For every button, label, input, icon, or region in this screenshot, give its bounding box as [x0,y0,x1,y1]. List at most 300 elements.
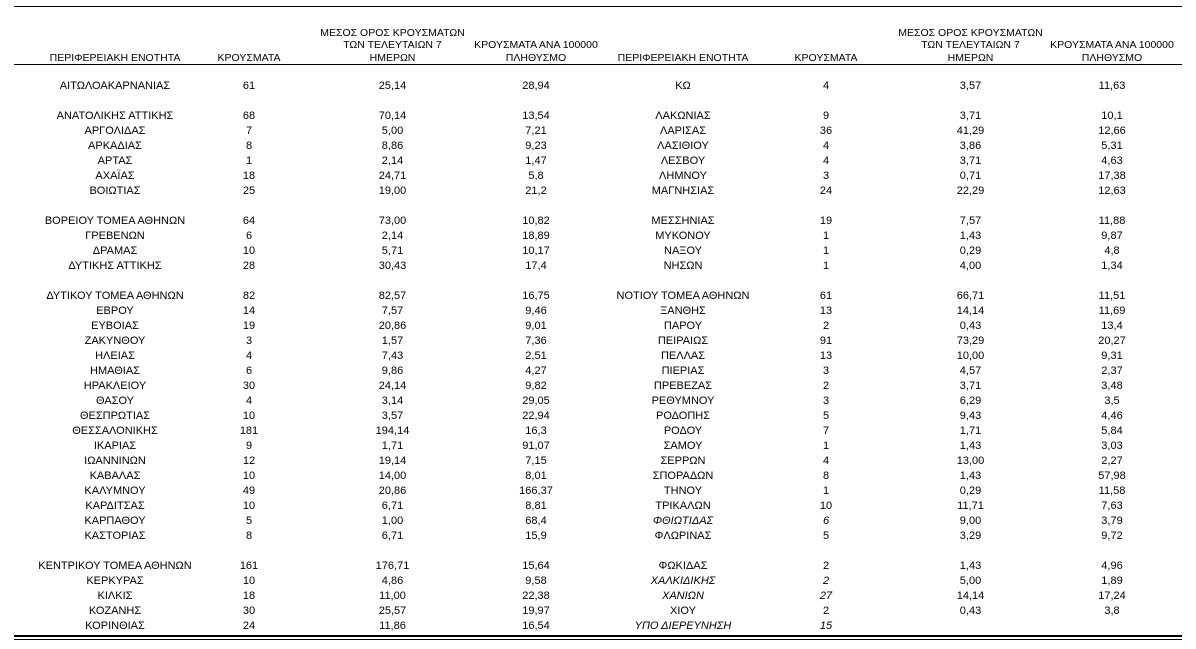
right-cases-cell: 91 [819,335,833,347]
right-region-cell: ΛΕΣΒΟΥ [660,155,706,167]
right-region-cell: ΡΟΔΟΥ [663,425,703,437]
left-region-cell: ΔΥΤΙΚΗΣ ΑΤΤΙΚΗΣ [68,260,162,272]
table-row [0,184,1196,199]
right-per100k-cell: 3,8 [1104,605,1120,617]
right-per100k-cell: 11,63 [1098,80,1126,92]
header-right-cases: ΚΡΟΥΣΜΑΤΑ [794,51,858,64]
right-region-cell: ΤΡΙΚΑΛΩΝ [655,500,711,512]
right-cases-cell: 1 [822,260,830,272]
right-avg7-cell: 0,43 [959,320,982,332]
left-per100k-cell: 22,94 [522,410,550,422]
left-avg7-cell: 3,57 [381,410,404,422]
left-cases-cell: 10 [242,410,256,422]
left-avg7-cell: 11,86 [379,620,406,632]
left-per100k-cell: 9,23 [525,140,547,152]
right-region-cell: ΣΠΟΡΑΔΩΝ [652,470,714,482]
right-avg7-cell: 3,71 [959,110,982,122]
right-region-cell: ΜΥΚΟΝΟΥ [655,230,711,242]
right-avg7-cell: 3,29 [959,530,982,542]
table-row [0,559,1196,574]
left-cases-cell: 4 [245,395,253,407]
left-avg7-cell: 1,57 [381,335,404,347]
right-cases-cell: 2 [822,575,830,587]
left-per100k-cell: 9,58 [525,575,547,587]
right-cases-cell: 24 [819,185,833,197]
table-row [0,139,1196,154]
right-region-cell: ΛΑΣΙΘΙΟΥ [657,140,709,152]
right-region-cell: ΦΩΚΙΔΑΣ [658,560,708,572]
left-avg7-cell: 5,00 [381,125,404,137]
right-per100k-cell: 5,31 [1101,140,1123,152]
left-avg7-cell: 82,57 [378,290,407,302]
left-per100k-cell: 7,21 [525,125,547,137]
left-region-cell: ΚΑΡΠΑΘΟΥ [84,515,146,527]
right-cases-cell: 1 [822,245,830,257]
right-avg7-cell: 14,14 [956,305,985,317]
table-row [0,364,1196,379]
right-per100k-cell: 11,69 [1098,305,1126,317]
right-region-cell: ΠΙΕΡΙΑΣ [661,365,705,377]
right-cases-cell: 1 [822,230,830,242]
right-avg7-cell: 3,86 [959,140,982,152]
left-avg7-cell: 7,43 [381,350,404,362]
left-per100k-cell: 91,07 [522,440,550,452]
table-row [0,169,1196,184]
right-per100k-cell: 3,03 [1101,440,1123,452]
left-per100k-cell: 9,01 [525,320,547,332]
right-cases-cell: 6 [822,515,830,527]
right-cases-cell: 4 [822,140,830,152]
left-cases-cell: 181 [239,425,259,437]
left-cases-cell: 12 [242,455,256,467]
left-per100k-cell: 8,81 [525,500,547,512]
right-cases-cell: 5 [822,530,830,542]
left-avg7-cell: 6,71 [381,500,404,512]
table-row [0,454,1196,469]
table-row [0,154,1196,169]
left-per100k-cell: 1,47 [525,155,547,167]
right-region-cell: ΧΑΛΚΙΔΙΚΗΣ [650,575,716,587]
right-cases-cell: 5 [822,410,830,422]
right-per100k-cell: 2,27 [1101,455,1123,467]
left-cases-cell: 161 [239,560,259,572]
left-cases-cell: 82 [242,290,256,302]
right-per100k-cell: 13,4 [1101,320,1123,332]
right-cases-cell: 2 [822,320,830,332]
right-cases-cell: 36 [819,125,833,137]
left-per100k-cell: 29,05 [522,395,550,407]
left-cases-cell: 30 [242,380,256,392]
left-per100k-cell: 9,46 [525,305,547,317]
right-per100k-cell: 57,98 [1098,470,1126,482]
header-right-avg7: ΜΕΣΟΣ ΟΡΟΣ ΚΡΟΥΣΜΑΤΩΝ ΤΩΝ ΤΕΛΕΥΤΑΙΩΝ 7 ΗΜΕΡΩΝ [898,26,1043,64]
table-row [0,574,1196,589]
right-avg7-cell: 3,57 [959,80,982,92]
right-cases-cell: 4 [822,155,830,167]
header-left-avg7: ΜΕΣΟΣ ΟΡΟΣ ΚΡΟΥΣΜΑΤΩΝ ΤΩΝ ΤΕΛΕΥΤΑΙΩΝ 7 ΗΜΕΡΩΝ [320,26,465,64]
left-per100k-cell: 17,4 [525,260,547,272]
left-cases-cell: 3 [245,335,253,347]
left-avg7-cell: 3,14 [381,395,404,407]
table-row [0,499,1196,514]
right-avg7-cell: 1,71 [959,425,982,437]
right-cases-cell: 19 [819,215,833,227]
right-cases-cell: 7 [822,425,830,437]
right-region-cell: ΜΕΣΣΗΝΙΑΣ [651,215,715,227]
left-per100k-cell: 28,94 [522,80,550,92]
right-region-cell: ΠΕΙΡΑΙΩΣ [657,335,709,347]
left-region-cell: ΚΙΛΚΙΣ [97,590,133,602]
right-avg7-cell: 0,29 [959,245,982,257]
left-region-cell: ΔΥΤΙΚΟΥ ΤΟΜΕΑ ΑΘΗΝΩΝ [46,290,184,302]
left-cases-cell: 25 [242,185,256,197]
right-cases-cell: 13 [819,350,833,362]
table-row [0,589,1196,604]
left-region-cell: ΕΥΒΟΙΑΣ [91,320,139,332]
right-avg7-cell: 41,29 [956,125,985,137]
left-per100k-cell: 16,75 [522,290,550,302]
left-region-cell: ΘΑΣΟΥ [95,395,135,407]
right-cases-cell: 3 [822,170,830,182]
right-cases-cell: 27 [819,590,833,602]
left-region-cell: ΚΕΝΤΡΙΚΟΥ ΤΟΜΕΑ ΑΘΗΝΩΝ [38,560,192,572]
left-avg7-cell: 24,14 [378,380,407,392]
table-rule-top [14,6,1182,7]
table-row [0,394,1196,409]
left-avg7-cell: 25,14 [378,80,407,92]
left-avg7-cell: 2,14 [381,155,404,167]
right-per100k-cell: 17,38 [1098,170,1126,182]
left-avg7-cell: 14,00 [378,470,407,482]
left-per100k-cell: 13,54 [522,110,550,122]
right-avg7-cell: 73,29 [956,335,985,347]
right-avg7-cell: 6,29 [959,395,982,407]
left-cases-cell: 49 [242,485,256,497]
table-row [0,319,1196,334]
left-region-cell: ΔΡΑΜΑΣ [92,245,138,257]
table-row [0,484,1196,499]
right-per100k-cell: 11,51 [1098,290,1126,302]
right-cases-cell: 3 [822,365,830,377]
left-per100k-cell: 68,4 [525,515,547,527]
right-avg7-cell: 66,71 [956,290,985,302]
table-row [0,424,1196,439]
right-region-cell: ΛΑΡΙΣΑΣ [659,125,706,137]
right-cases-cell: 61 [819,290,833,302]
right-region-cell: ΧΙΟΥ [670,605,696,617]
right-cases-cell: 10 [819,500,833,512]
right-region-cell: ΧΑΝΙΩΝ [662,590,704,602]
right-per100k-cell: 4,46 [1101,410,1123,422]
right-avg7-cell: 3,71 [959,380,982,392]
right-avg7-cell: 11,71 [957,500,984,512]
right-per100k-cell: 9,31 [1101,350,1123,362]
left-region-cell: ΘΕΣΣΑΛΟΝΙΚΗΣ [72,425,158,437]
table-row [0,529,1196,544]
left-region-cell: ΑΙΤΩΛΟΑΚΑΡΝΑΝΙΑΣ [59,80,171,92]
table-row [0,514,1196,529]
right-per100k-cell: 12,66 [1098,125,1126,137]
right-avg7-cell: 0,29 [959,485,982,497]
left-region-cell: ΑΡΤΑΣ [97,155,133,167]
right-cases-cell: 3 [822,395,830,407]
left-per100k-cell: 2,51 [525,350,547,362]
right-region-cell: ΤΗΝΟΥ [663,485,703,497]
right-per100k-cell: 9,87 [1101,230,1123,242]
right-cases-cell: 2 [822,380,830,392]
left-cases-cell: 64 [242,215,256,227]
left-cases-cell: 10 [242,245,256,257]
right-region-cell: ΛΑΚΩΝΙΑΣ [655,110,711,122]
table-row [0,214,1196,229]
left-cases-cell: 10 [242,575,256,587]
left-per100k-cell: 9,82 [525,380,547,392]
right-avg7-cell: 10,00 [956,350,985,362]
table-row [0,379,1196,394]
left-avg7-cell: 176,71 [375,560,410,572]
right-avg7-cell: 7,57 [959,215,982,227]
left-cases-cell: 7 [245,125,253,137]
left-avg7-cell: 70,14 [378,110,407,122]
right-cases-cell: 13 [819,305,833,317]
right-region-cell: ΠΑΡΟΥ [663,320,703,332]
left-avg7-cell: 8,86 [381,140,404,152]
left-per100k-cell: 7,15 [525,455,547,467]
right-per100k-cell: 4,96 [1101,560,1123,572]
right-per100k-cell: 10,1 [1101,110,1123,122]
left-region-cell: ΚΟΖΑΝΗΣ [88,605,142,617]
right-per100k-cell: 11,58 [1098,485,1126,497]
left-region-cell: ΑΝΑΤΟΛΙΚΗΣ ΑΤΤΙΚΗΣ [56,110,174,122]
right-per100k-cell: 7,63 [1101,500,1123,512]
left-cases-cell: 6 [245,230,253,242]
left-cases-cell: 18 [242,170,256,182]
right-cases-cell: 15 [819,620,833,632]
left-region-cell: ΑΡΓΟΛΙΔΑΣ [84,125,146,137]
left-avg7-cell: 2,14 [381,230,404,242]
right-cases-cell: 2 [822,605,830,617]
right-avg7-cell: 5,00 [959,575,982,587]
right-avg7-cell: 4,00 [959,260,982,272]
left-avg7-cell: 30,43 [378,260,407,272]
table-rule-header [14,64,1182,65]
left-region-cell: ΓΡΕΒΕΝΩΝ [85,230,145,242]
left-avg7-cell: 25,57 [378,605,407,617]
right-region-cell: ΝΑΞΟΥ [664,245,702,257]
right-per100k-cell: 11,88 [1098,215,1126,227]
table-row [0,289,1196,304]
left-avg7-cell: 6,71 [381,530,404,542]
table-row [0,244,1196,259]
right-per100k-cell: 1,34 [1101,260,1123,272]
right-avg7-cell: 4,57 [959,365,982,377]
table-row [0,304,1196,319]
left-region-cell: ΘΕΣΠΡΩΤΙΑΣ [79,410,151,422]
right-avg7-cell: 1,43 [959,230,982,242]
left-cases-cell: 28 [242,260,256,272]
table-row [0,349,1196,364]
right-per100k-cell: 3,5 [1104,395,1120,407]
left-avg7-cell: 19,00 [378,185,407,197]
left-per100k-cell: 4,27 [525,365,547,377]
right-cases-cell: 2 [822,560,830,572]
right-avg7-cell: 22,29 [956,185,985,197]
table-row [0,109,1196,124]
right-per100k-cell: 20,27 [1098,335,1126,347]
left-per100k-cell: 18,89 [522,230,550,242]
right-per100k-cell: 12,63 [1098,185,1126,197]
right-region-cell: ΦΛΩΡΙΝΑΣ [654,530,712,542]
left-region-cell: ΚΑΒΑΛΑΣ [89,470,141,482]
right-region-cell: ΠΡΕΒΕΖΑΣ [653,380,713,392]
left-cases-cell: 68 [242,110,256,122]
header-left-per100k: ΚΡΟΥΣΜΑΤΑ ΑΝΑ 100000 ΠΛΗΘΥΣΜΟ [474,39,598,64]
left-cases-cell: 10 [242,470,256,482]
left-cases-cell: 8 [245,530,253,542]
table-row [0,409,1196,424]
left-region-cell: ΙΚΑΡΙΑΣ [93,440,137,452]
left-avg7-cell: 7,57 [381,305,404,317]
left-region-cell: ΗΡΑΚΛΕΙΟΥ [83,380,147,392]
left-per100k-cell: 8,01 [525,470,547,482]
left-per100k-cell: 10,82 [522,215,550,227]
right-region-cell: ΠΕΛΛΑΣ [660,350,706,362]
right-per100k-cell: 3,48 [1101,380,1123,392]
right-region-cell: ΣΕΡΡΩΝ [660,455,706,467]
left-avg7-cell: 20,86 [378,320,407,332]
left-cases-cell: 30 [242,605,256,617]
table-row [0,604,1196,619]
left-region-cell: ΒΟΙΩΤΙΑΣ [89,185,141,197]
right-avg7-cell: 9,43 [959,410,982,422]
header-left-region: ΠΕΡΙΦΕΡΕΙΑΚΗ ΕΝΟΤΗΤΑ [49,51,181,64]
left-per100k-cell: 15,9 [525,530,547,542]
left-cases-cell: 1 [245,155,253,167]
left-per100k-cell: 19,97 [522,605,550,617]
left-avg7-cell: 24,71 [378,170,407,182]
left-per100k-cell: 7,36 [525,335,547,347]
right-cases-cell: 8 [822,470,830,482]
right-region-cell: ΛΗΜΝΟΥ [659,170,707,182]
left-cases-cell: 6 [245,365,253,377]
left-region-cell: ΖΑΚΥΝΘΟΥ [84,335,146,347]
left-region-cell: ΗΛΕΙΑΣ [95,350,135,362]
left-per100k-cell: 16,3 [525,425,547,437]
table-rule-bottom [14,635,1182,637]
left-avg7-cell: 5,71 [381,245,404,257]
table-row [0,469,1196,484]
left-cases-cell: 18 [242,590,256,602]
left-per100k-cell: 166,37 [519,485,553,497]
left-avg7-cell: 20,86 [378,485,407,497]
right-cases-cell: 9 [822,110,830,122]
right-cases-cell: 4 [822,80,830,92]
header-right-region: ΠΕΡΙΦΕΡΕΙΑΚΗ ΕΝΟΤΗΤΑ [617,51,749,64]
right-avg7-cell: 1,43 [959,470,982,482]
left-per100k-cell: 15,64 [522,560,550,572]
left-cases-cell: 4 [245,350,253,362]
left-per100k-cell: 5,8 [528,170,544,182]
right-avg7-cell: 0,71 [959,170,982,182]
left-region-cell: ΚΑΣΤΟΡΙΑΣ [84,530,146,542]
table-rule-bottom-double [14,639,1182,640]
left-per100k-cell: 10,17 [522,245,550,257]
right-per100k-cell: 3,79 [1101,515,1123,527]
table-row [0,334,1196,349]
header-right-per100k: ΚΡΟΥΣΜΑΤΑ ΑΝΑ 100000 ΠΛΗΘΥΣΜΟ [1050,39,1174,64]
right-per100k-cell: 5,84 [1101,425,1123,437]
left-avg7-cell: 73,00 [378,215,407,227]
left-cases-cell: 8 [245,140,253,152]
left-per100k-cell: 22,38 [522,590,550,602]
left-region-cell: ΚΟΡΙΝΘΙΑΣ [85,620,145,632]
right-avg7-cell: 1,43 [959,560,982,572]
right-avg7-cell: 13,00 [956,455,985,467]
table-row [0,79,1196,94]
right-avg7-cell: 14,14 [956,590,985,602]
left-cases-cell: 5 [245,515,253,527]
right-region-cell: ΦΘΙΩΤΙΔΑΣ [652,515,714,527]
left-region-cell: ΗΜΑΘΙΑΣ [90,365,140,377]
left-avg7-cell: 1,00 [381,515,404,527]
table-row [0,124,1196,139]
table-row [0,229,1196,244]
left-region-cell: ΑΡΚΑΔΙΑΣ [88,140,142,152]
header-left-cases: ΚΡΟΥΣΜΑΤΑ [217,51,281,64]
right-avg7-cell: 9,00 [959,515,982,527]
left-per100k-cell: 21,2 [525,185,547,197]
right-per100k-cell: 4,8 [1104,245,1120,257]
right-avg7-cell: 3,71 [959,155,982,167]
right-cases-cell: 1 [822,440,830,452]
left-per100k-cell: 16,54 [522,620,550,632]
right-avg7-cell: 1,43 [959,440,982,452]
left-avg7-cell: 11,00 [379,590,406,602]
right-region-cell: ΝΗΣΩΝ [663,260,703,272]
right-per100k-cell: 4,63 [1101,155,1123,167]
left-cases-cell: 61 [242,80,256,92]
right-per100k-cell: 1,89 [1101,575,1123,587]
right-per100k-cell: 17,24 [1098,590,1126,602]
left-region-cell: ΕΒΡΟΥ [96,305,134,317]
right-region-cell: ΞΑΝΘΗΣ [660,305,706,317]
right-cases-cell: 4 [822,455,830,467]
left-cases-cell: 19 [242,320,256,332]
right-region-cell: ΡΟΔΟΠΗΣ [655,410,711,422]
right-region-cell: ΝΟΤΙΟΥ ΤΟΜΕΑ ΑΘΗΝΩΝ [616,290,750,302]
right-per100k-cell: 2,37 [1101,365,1123,377]
right-per100k-cell: 9,72 [1101,530,1123,542]
left-cases-cell: 14 [242,305,256,317]
right-cases-cell: 1 [822,485,830,497]
right-region-cell: ΚΩ [675,80,691,92]
left-region-cell: ΚΑΡΔΙΤΣΑΣ [85,500,145,512]
left-avg7-cell: 9,86 [381,365,404,377]
left-region-cell: ΚΕΡΚΥΡΑΣ [86,575,144,587]
left-avg7-cell: 194,14 [375,425,410,437]
table-row [0,619,1196,634]
table-row [0,439,1196,454]
table-row [0,259,1196,274]
right-region-cell: ΡΕΘΥΜΝΟΥ [651,395,715,407]
left-avg7-cell: 1,71 [381,440,404,452]
right-region-cell: ΜΑΓΝΗΣΙΑΣ [651,185,715,197]
right-avg7-cell: 0,43 [959,605,982,617]
left-avg7-cell: 19,14 [378,455,407,467]
left-avg7-cell: 4,86 [381,575,404,587]
right-region-cell: ΥΠΟ ΔΙΕΡΕΥΝΗΣΗ [634,620,732,632]
left-cases-cell: 9 [245,440,253,452]
